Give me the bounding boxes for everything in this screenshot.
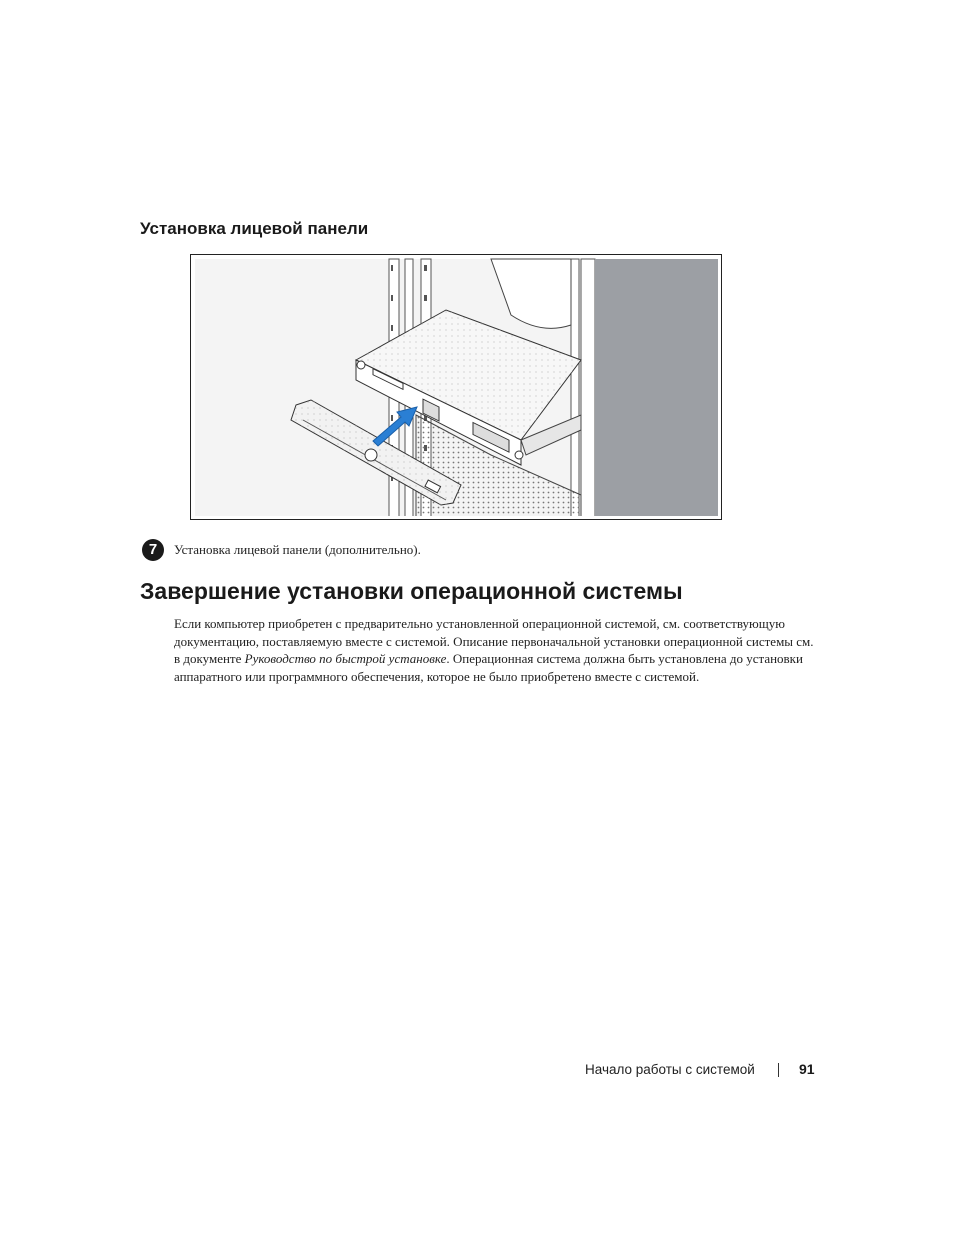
- footer-page-number: 91: [799, 1061, 815, 1077]
- server-rack-illustration: [191, 255, 721, 519]
- step-number-badge: 7: [142, 539, 164, 561]
- footer-chapter-title: Начало работы с системой: [585, 1062, 755, 1077]
- quick-setup-guide-title: Руководство по быстрой установке: [244, 651, 447, 666]
- step-caption: Установка лицевой панели (дополнительно).: [174, 542, 421, 557]
- body-text-start: Если компьютер приобретен с предварительно установленной операционной системой, см. соответствующую документацию, поставляемую вместе с системой. Описание первоначальной установки операционной системы см. в документе: [174, 616, 814, 666]
- main-heading: Завершение установки операционной системы: [140, 578, 683, 604]
- section-title: Установка лицевой панели: [140, 219, 369, 238]
- footer-separator: [778, 1063, 779, 1077]
- body-text-end: . Операционная система должна быть установлена до установки аппаратного или программного обеспечения, которое не было приобретено вместе с системой.: [174, 651, 803, 684]
- body-paragraph: [174, 615, 818, 685]
- bezel-installation-figure: [190, 254, 722, 520]
